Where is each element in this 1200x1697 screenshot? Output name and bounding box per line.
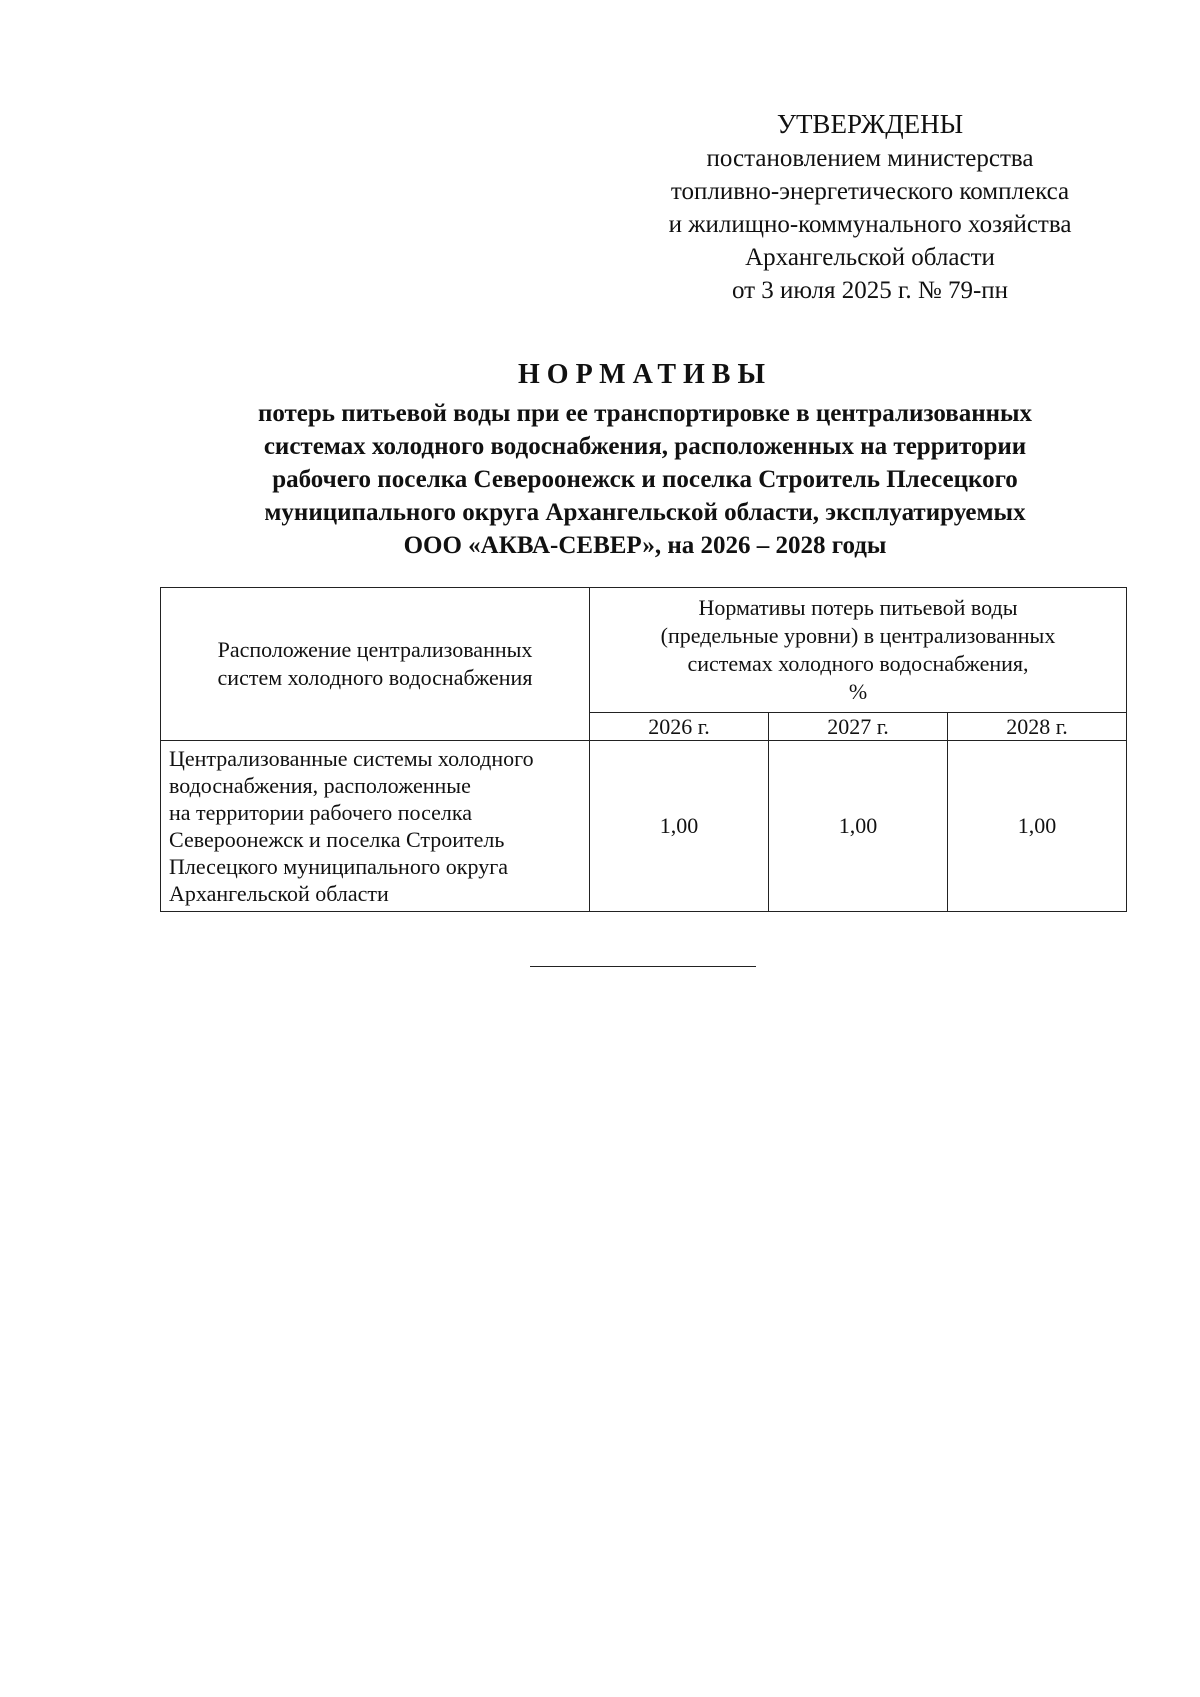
location-line: Североонежск и поселка Строитель: [169, 827, 505, 852]
approval-heading: УТВЕРЖДЕНЫ: [776, 109, 964, 139]
approval-line: Архангельской области: [745, 244, 995, 271]
year-2028-header: 2028 г.: [948, 713, 1127, 741]
table-row: [161, 741, 1127, 912]
norms-table: [160, 587, 1127, 912]
norms-header-cell: [590, 588, 1127, 713]
title-line: системах холодного водоснабжения, расположенных на территории: [263, 433, 1027, 460]
end-divider: [530, 966, 756, 967]
value-2027-cell: 1,00: [769, 741, 948, 912]
header-line: Нормативы потерь питьевой воды: [698, 595, 1018, 620]
year-2026-header: 2026 г.: [590, 713, 769, 741]
header-line: (предельные уровни) в централизованных: [660, 623, 1056, 648]
location-header-cell: [161, 588, 590, 741]
approval-line: топливно-энергетического комплекса: [670, 178, 1070, 205]
approval-stamp: [620, 106, 1120, 307]
location-line: Плесецкого муниципального округа: [169, 854, 508, 879]
norms-table-container: [160, 587, 1127, 912]
approval-line: постановлением министерства: [706, 145, 1034, 172]
location-line: Централизованные системы холодного: [169, 746, 534, 771]
title-line: ООО «АКВА-СЕВЕР», на 2026 – 2028 годы: [403, 532, 887, 559]
title-line: рабочего поселка Североонежск и поселка Строитель Плесецкого: [272, 466, 1018, 493]
approval-date-line: от 3 июля 2025 г. № 79-пн: [731, 277, 1009, 304]
location-cell: [161, 741, 590, 912]
title-line: потерь питьевой воды при ее транспортировке в централизованных: [257, 400, 1033, 427]
table-header-row: [161, 588, 1127, 713]
location-line: водоснабжения, расположенные: [169, 773, 471, 798]
value-2028-cell: 1,00: [948, 741, 1127, 912]
header-line: систем холодного водоснабжения: [217, 665, 533, 690]
location-line: Архангельской области: [169, 881, 389, 906]
title-line: муниципального округа Архангельской области, эксплуатируемых: [264, 499, 1026, 526]
year-2027-header: 2027 г.: [769, 713, 948, 741]
value-2026-cell: 1,00: [590, 741, 769, 912]
document-title: [160, 355, 1130, 562]
location-line: на территории рабочего поселка: [169, 800, 472, 825]
title-main: НОРМАТИВЫ: [518, 359, 772, 390]
approval-line: и жилищно-коммунального хозяйства: [668, 211, 1072, 238]
header-line: Расположение централизованных: [217, 637, 533, 662]
header-unit: %: [848, 679, 868, 704]
header-line: системах холодного водоснабжения,: [687, 651, 1029, 676]
